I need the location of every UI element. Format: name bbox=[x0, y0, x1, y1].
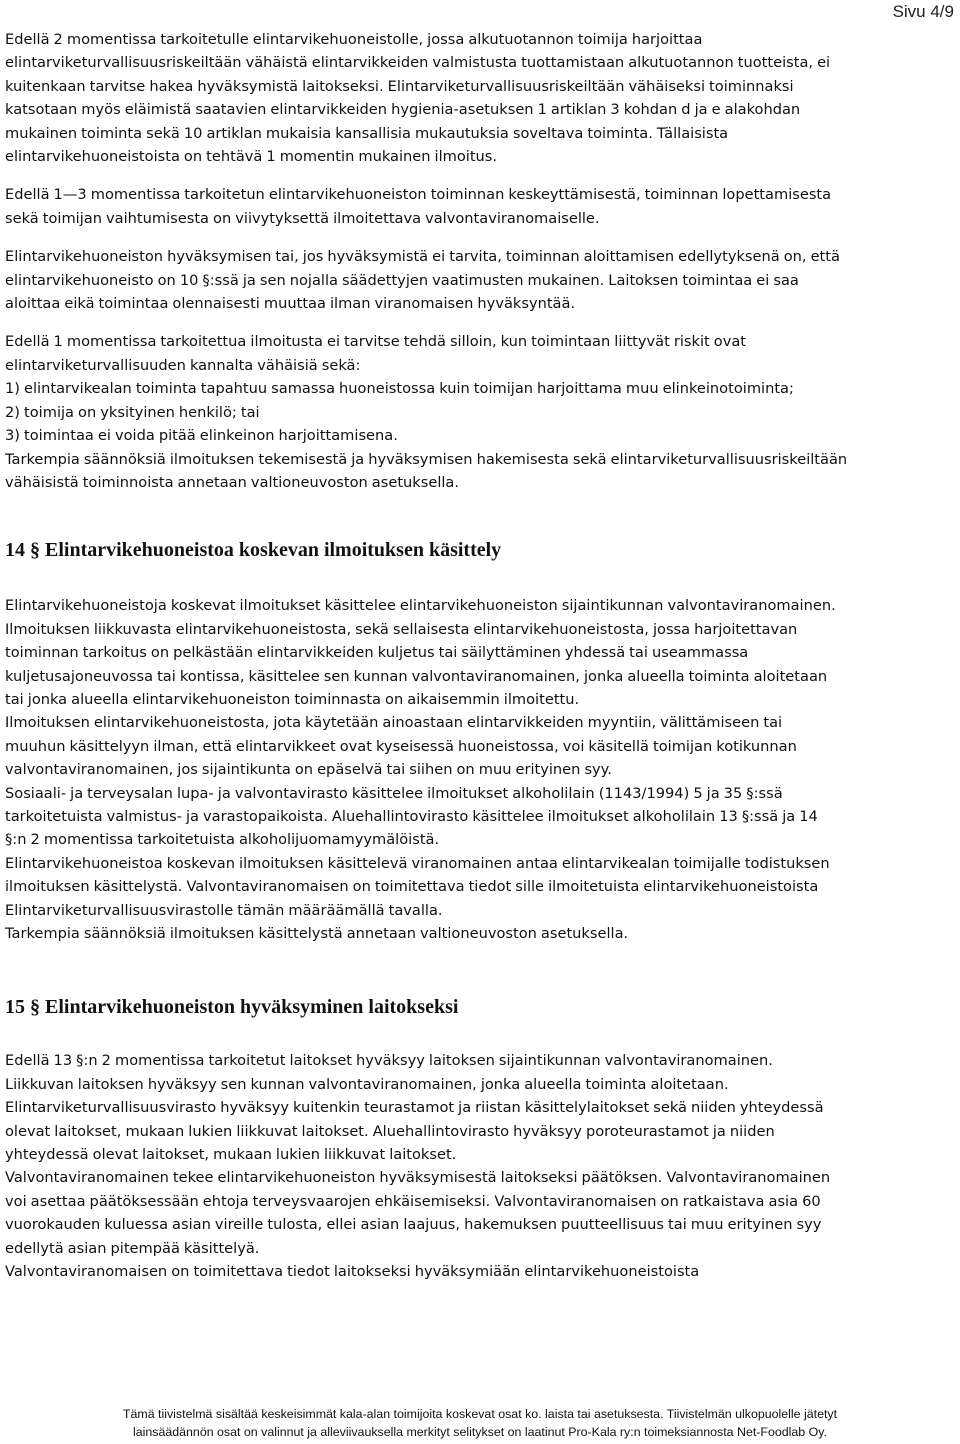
text-line: Tarkempia säännöksiä ilmoituksen käsittelystä annetaan valtioneuvoston asetuksella. bbox=[5, 925, 629, 942]
text-line: edellytä asian pitempää käsittelyä. bbox=[5, 1239, 260, 1257]
list-item: 2) toimija on yksityinen henkilö; tai bbox=[5, 403, 260, 421]
text-line: Liikkuvan laitoksen hyväksyy sen kunnan valvontaviranomainen, jonka alueella toiminta aloitetaan. bbox=[5, 1075, 729, 1093]
text-line: yhteydessä olevat laitokset, mukaan lukien liikkuvat laitokset. bbox=[5, 1146, 457, 1164]
text-line: Elintarvikehuoneiston hyväksymisen tai, jos hyväksymistä ei tarvita, toiminnan aloittamisen edellytyksenä on, että bbox=[5, 248, 840, 266]
section-15-heading: 15 § Elintarvikehuoneiston hyväksyminen laitokseksi bbox=[5, 996, 459, 1019]
text-line: sekä toimijan vaihtumisesta on viivytyksettä ilmoitettava valvontaviranomaiselle. bbox=[5, 209, 600, 227]
text-line: kuljetusajoneuvossa tai kontissa, käsittelee sen kunnan valvontaviranomainen, jonka alueella toiminta aloitetaan bbox=[5, 667, 828, 685]
list-item: 1) elintarvikealan toiminta tapahtuu samassa huoneistossa kuin toimijan harjoittama muu elinkeinotoiminta; bbox=[5, 380, 794, 398]
text-line: toiminnan tarkoitus on pelkästään elintarvikkeiden kuljetus tai säilyttäminen yhdessä tai useammassa bbox=[5, 644, 749, 662]
list-item: 3) toimintaa ei voida pitää elinkeinon harjoittamisena. bbox=[5, 427, 398, 445]
text-line: tai jonka alueella elintarvikehuoneiston toiminnasta on aikaisemmin ilmoitettu. bbox=[5, 690, 580, 708]
text-line: valvontaviranomainen, jos sijaintikunta on epäselvä tai siihen on muu erityinen syy. bbox=[5, 761, 612, 779]
text-line: voi asettaa päätöksessään ehtoja terveysvaarojen ehkäisemiseksi. Valvontaviranomaisen on ratkaistava asia 60 bbox=[5, 1192, 821, 1210]
text-line: Valvontaviranomaisen on toimitettava tiedot laitokseksi hyväksymiään elintarvikehuoneistoista bbox=[5, 1263, 700, 1281]
text-line: vuorokauden kuluessa asian vireille tulosta, ellei asian laajuus, hakemuksen puutteellisuus tai muu erityinen syy bbox=[5, 1216, 822, 1234]
paragraph-1 bbox=[5, 28, 957, 168]
paragraph-2 bbox=[5, 183, 957, 230]
document-body bbox=[5, 28, 957, 1283]
text-line: elintarviketurvallisuusriskeiltään vähäistä elintarvikkeiden valmistusta tuottamistaan alkutuotannon tuotteista, ei bbox=[5, 54, 831, 72]
text-line: Edellä 1—3 momentissa tarkoitetun elintarvikehuoneiston toiminnan keskeyttämisestä, toiminnan lopettamisesta bbox=[5, 186, 832, 204]
text-line: Tarkempia säännöksiä ilmoituksen tekemisestä ja hyväksymisen hakemisesta sekä elintarviketurvallisuusriskeiltään bbox=[5, 450, 848, 468]
text-line: Edellä 1 momentissa tarkoitettua ilmoitusta ei tarvitse tehdä silloin, kun toimintaan liittyvät riskit ovat bbox=[5, 333, 747, 351]
text-line: Valvontaviranomainen tekee elintarvikehuoneiston hyväksymisestä laitokseksi päätöksen. Valvontaviranomainen bbox=[5, 1169, 831, 1187]
footer-line: Tämä tiivistelmä sisältää keskeisimmät kala-alan toimijoita koskevat osat ko. laista tai asetuksesta. Tiivistelmän ulkopuolelle jätetyt bbox=[122, 1407, 838, 1421]
text-line: Edellä 2 momentissa tarkoitetulle elintarvikehuoneistolle, jossa alkutuotannon toimija harjoittaa bbox=[5, 31, 703, 48]
text-line: kuitenkaan tarvitse hakea hyväksymistä laitokseksi. Elintarviketurvallisuusriskeiltään vähäiseksi toiminnaksi bbox=[5, 77, 794, 95]
text-line: Elintarviketurvallisuusvirasto hyväksyy kuitenkin teurastamot ja riistan käsittelylaitokset sekä niiden yhteydessä bbox=[5, 1099, 824, 1117]
text-line: elintarviketurvallisuuden kannalta vähäisiä sekä: bbox=[5, 356, 361, 374]
paragraph-3 bbox=[5, 245, 957, 315]
text-line: Elintarviketurvallisuusvirastolle tämän määräämällä tavalla. bbox=[5, 901, 443, 919]
text-line: §:n 2 momentissa tarkoitetuista alkoholijuomamyymälöistä. bbox=[5, 831, 440, 849]
text-line: muuhun käsittelyyn ilman, että elintarvikkeet ovat kyseisessä huoneistossa, voi käsitellä toimijan kotikunnan bbox=[5, 737, 797, 755]
section-14-body bbox=[5, 594, 957, 945]
text-line: tarkoitetuista valmistus- ja varastopaikoista. Aluehallintovirasto käsittelee ilmoitukset alkoholilain 13 §:ssä ja 14 bbox=[5, 807, 818, 825]
text-line: ilmoituksen käsittelystä. Valvontaviranomaisen on toimitettava tiedot sille ilmoitetuista elintarvikehuoneistoista bbox=[5, 878, 819, 896]
text-line: aloittaa eikä toimintaa olennaisesti muuttaa ilman viranomaisen hyväksyntää. bbox=[5, 295, 576, 313]
text-line: elintarvikehuoneistoista on tehtävä 1 momentin mukainen ilmoitus. bbox=[5, 148, 498, 166]
text-line: Ilmoituksen elintarvikehuoneistosta, jota käytetään ainoastaan elintarvikkeiden myyntiin, välittämiseen tai bbox=[5, 714, 783, 732]
text-line: Elintarvikehuoneistoja koskevat ilmoitukset käsittelee elintarvikehuoneiston sijaintikunnan valvontaviranomainen. bbox=[5, 597, 836, 615]
section-14-heading: 14 § Elintarvikehuoneistoa koskevan ilmoituksen käsittely bbox=[5, 539, 502, 562]
text-line: vähäisistä toiminnoista annetaan valtioneuvoston asetuksella. bbox=[5, 473, 460, 491]
text-line: Sosiaali- ja terveysalan lupa- ja valvontavirasto käsittelee ilmoitukset alkoholilain (1143/1994) 5 ja 35 §:ssä bbox=[5, 784, 783, 802]
text-line: katsotaan myös eläimistä saatavien elintarvikkeiden hygienia-asetuksen 1 artiklan 3 kohdan d ja e alakohdan bbox=[5, 101, 801, 119]
footer-line: lainsäädännön osat on valinnut ja alleviivauksella merkityt selitykset on laatinut Pro-Kala ry:n toimeksiannosta Net-Foodlab Oy. bbox=[132, 1425, 827, 1439]
page-footer bbox=[0, 1405, 960, 1441]
section-15-body bbox=[5, 1049, 957, 1283]
text-line: Elintarvikehuoneistoa koskevan ilmoituksen käsittelevä viranomainen antaa elintarvikealan toimijalle todistuksen bbox=[5, 854, 830, 872]
text-line: olevat laitokset, mukaan lukien liikkuvat laitokset. Aluehallintovirasto hyväksyy poroteurastamot ja niiden bbox=[5, 1122, 775, 1140]
text-line: Edellä 13 §:n 2 momentissa tarkoitetut laitokset hyväksyy laitoksen sijaintikunnan valvontaviranomainen. bbox=[5, 1052, 773, 1070]
page-number: Sivu 4/9 bbox=[892, 2, 954, 21]
paragraph-4 bbox=[5, 330, 957, 494]
text-line: elintarvikehuoneisto on 10 §:ssä ja sen nojalla säädettyjen vaatimusten mukainen. Laitoksen toimintaa ei saa bbox=[5, 271, 799, 289]
text-line: Ilmoituksen liikkuvasta elintarvikehuoneistosta, sekä sellaisesta elintarvikehuoneistosta, jossa harjoitettavan bbox=[5, 620, 798, 638]
text-line: mukainen toiminta sekä 10 artiklan mukaisia kansallisia mukautuksia soveltava toiminta. Tällaisista bbox=[5, 124, 729, 142]
